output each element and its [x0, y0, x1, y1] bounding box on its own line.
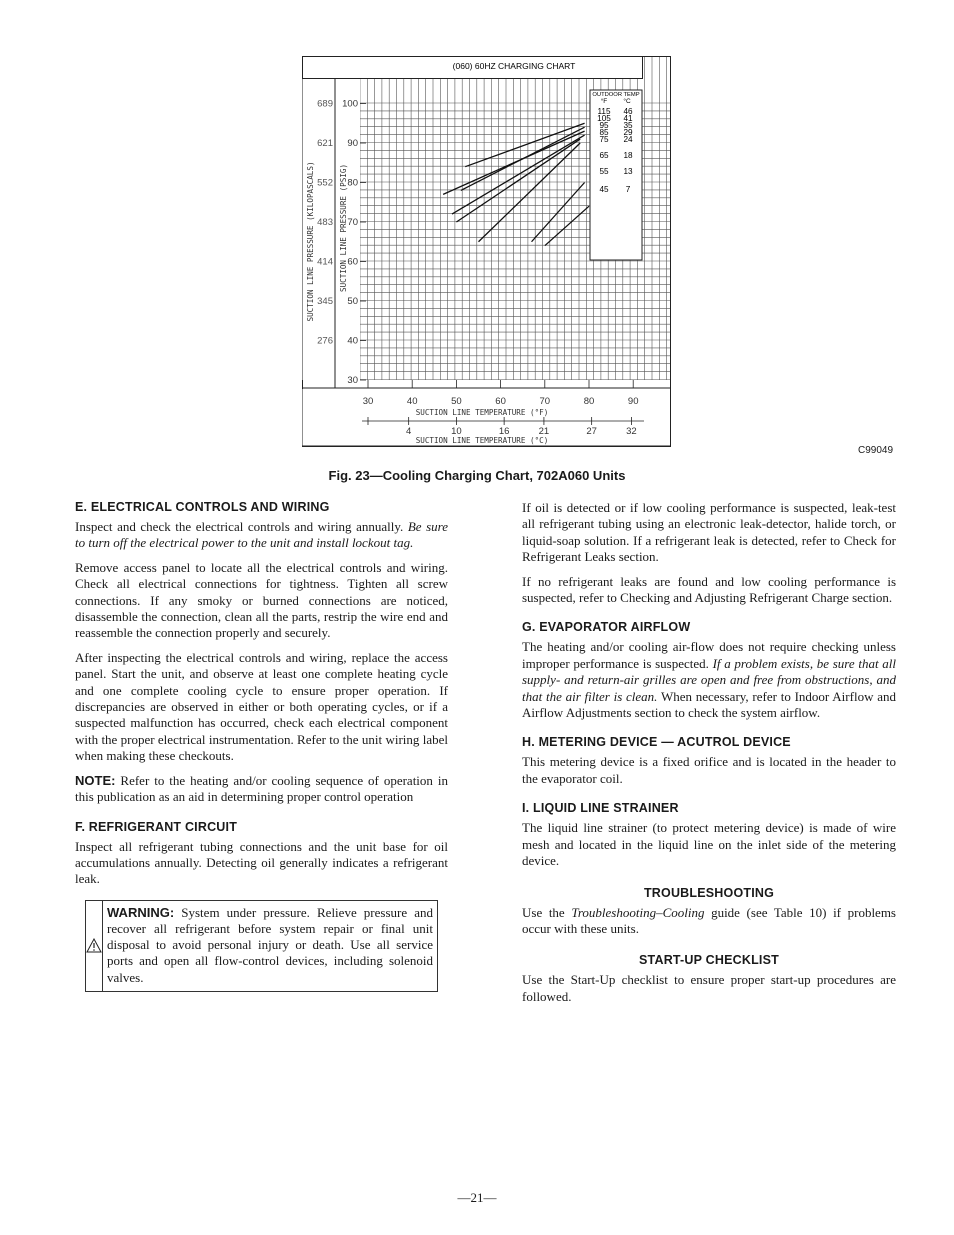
y-kpa-tick-label: 689	[317, 98, 333, 110]
legend-entry-f: 45	[599, 185, 609, 194]
troubleshooting-paragraph	[522, 905, 896, 938]
y-tick-label: 100	[342, 98, 358, 110]
y-kpa-tick-label: 276	[317, 335, 333, 347]
x-tick-label: 40	[406, 396, 418, 407]
legend-entry-c: 13	[623, 167, 633, 176]
section-f-paragraph-1: Inspect all refrigerant tubing connections and the unit base for oil accumulations annually. Detecting oil generally indicates a refrigerant leak.	[75, 838, 448, 887]
series-line-45f	[545, 206, 589, 246]
section-f-heading: F. REFRIGERANT CIRCUIT	[75, 819, 238, 834]
legend-entry-c: 46	[623, 107, 633, 116]
y-tick-label: 40	[347, 335, 358, 347]
legend-entry-c: 7	[625, 185, 631, 194]
legend-entry-f: 95	[599, 121, 609, 130]
y-tick-label: 50	[347, 296, 358, 307]
series-line-115f	[465, 123, 584, 166]
note-paragraph	[75, 773, 448, 806]
warning-label: WARNING:	[107, 904, 175, 920]
charging-chart	[302, 56, 672, 448]
text-span: Use the	[522, 904, 572, 920]
y-kpa-tick-label: 414	[317, 256, 333, 268]
warning-triangle-icon	[86, 901, 103, 991]
lockout-warning-italic: Be sure to turn off the electrical power to the unit and install lockout tag.	[75, 519, 448, 551]
y-tick-label: 90	[347, 138, 358, 149]
y-kpa-tick-label: 483	[317, 217, 333, 228]
chart-series	[443, 123, 589, 245]
legend-header-c: °C	[623, 98, 631, 105]
y-axis-label-kpa: SUCTION LINE PRESSURE (KILOPASCALS)	[306, 161, 315, 322]
section-e-paragraph-3: After inspecting the electrical controls and wiring, replace the access panel. Start the unit, and observe at least one complete heating cycle and one complete cooling cycle to ensure proper operation. If discrepancies are observed in either or both operating cycles, or if a suspected malfunction has occurred, check each electrical component with the proper electrical instrumentation. Refer to the unit wiring label when making these checkouts.	[75, 649, 448, 764]
section-g-heading: G. EVAPORATOR AIRFLOW	[522, 620, 691, 635]
figure-caption: Fig. 23—Cooling Charging Chart, 702A060 Units	[328, 468, 626, 483]
legend-entry-c: 24	[623, 135, 633, 144]
x-celsius-tick-label: 4	[406, 426, 412, 437]
note-label: NOTE:	[75, 772, 116, 788]
legend-header: OUTDOOR TEMP	[592, 92, 640, 98]
warning-text	[103, 901, 437, 991]
section-g-paragraph-1	[522, 639, 896, 721]
legend-entry-c: 18	[623, 151, 633, 160]
startup-checklist-heading: START-UP CHECKLIST	[639, 953, 779, 968]
y-kpa-tick-label: 621	[317, 138, 333, 149]
chart-title: (060) 60HZ CHARGING CHART	[452, 61, 576, 71]
x-tick-label: 30	[362, 396, 374, 407]
warning-box	[85, 900, 438, 992]
startup-checklist-paragraph: Use the Start-Up checklist to ensure proper start-up procedures are followed.	[522, 972, 896, 1004]
section-i-heading: I. LIQUID LINE STRAINER	[522, 801, 679, 816]
y-kpa-tick-label: 552	[317, 177, 333, 189]
legend-entry-c: 29	[623, 128, 633, 137]
x-tick-label: 80	[583, 396, 595, 407]
y-tick-label: 80	[347, 177, 358, 189]
chart-legend	[590, 90, 642, 260]
legend-entry-f: 65	[599, 151, 609, 160]
page-number: —21—	[457, 1190, 497, 1205]
legend-entry-c: 41	[623, 114, 633, 123]
section-e-paragraph-2: Remove access panel to locate all the electrical controls and wiring. Check all electrical connections for tightness. Tighten all screw connections. If any smoky or burned connections are noticed, disassemble the connection, clean all the parts, restrip the wire end and reassemble the connection properly and securely.	[75, 559, 448, 641]
legend-entry-f: 85	[599, 128, 609, 137]
x-tick-label: 50	[451, 396, 462, 407]
x-tick-label: 90	[627, 396, 639, 407]
x-axis-label-f: SUCTION LINE TEMPERATURE (°F)	[415, 408, 549, 417]
legend-entry-f: 105	[597, 114, 611, 123]
section-e-heading: E. ELECTRICAL CONTROLS AND WIRING	[75, 500, 330, 514]
legend-entry-f: 55	[599, 167, 609, 176]
legend-entry-f: 115	[597, 107, 611, 116]
y-tick-label: 60	[347, 256, 358, 268]
x-axis-label-c: SUCTION LINE TEMPERATURE (°C)	[415, 436, 549, 445]
x-celsius-tick-label: 27	[586, 426, 597, 437]
text-span: Inspect and check the electrical controls and wiring annually.	[75, 519, 408, 534]
note-text: Refer to the heating and/or cooling sequence of operation in this publication as an aid in determining proper control operation	[75, 772, 448, 805]
x-celsius-tick-label: 10	[451, 426, 462, 437]
troubleshooting-heading: TROUBLESHOOTING	[643, 885, 775, 900]
section-h-paragraph-1: This metering device is a fixed orifice and is located in the header to the evaporator coil.	[522, 754, 896, 786]
left-column	[75, 500, 448, 992]
x-celsius-tick-label: 16	[498, 426, 510, 437]
y-tick-label: 30	[347, 375, 358, 386]
x-tick-label: 60	[495, 396, 506, 407]
y-axis-label-psig: SUCTION LINE PRESSURE (PSIG)	[339, 163, 348, 293]
legend-entry-c: 35	[623, 121, 633, 130]
warning-body: System under pressure. Relieve pressure and recover all refrigerant before system repair or final unit disposal to avoid personal injury or death. Use all service ports and open all flow-control devices, including solenoid valves.	[107, 904, 433, 985]
section-f-paragraph-3: If no refrigerant leaks are found and low cooling performance is suspected, refer to Checking and Adjusting Refrigerant Charge section.	[522, 573, 896, 606]
section-e-paragraph-1	[75, 519, 448, 552]
chart-code: C99049	[858, 445, 894, 456]
y-kpa-tick-label: 345	[317, 296, 333, 307]
x-celsius-tick-label: 21	[538, 426, 550, 437]
series-line-55f	[532, 183, 585, 242]
x-tick-label: 70	[539, 396, 551, 407]
text-span: guide (see Table 10) if problems occur with these units.	[522, 904, 896, 936]
y-tick-label: 70	[347, 217, 358, 228]
section-h-heading: H. METERING DEVICE — ACUTROL DEVICE	[522, 735, 791, 750]
section-i-paragraph-1: The liquid line strainer (to protect metering device) is made of wire mesh and located in the liquid line on the inlet side of the metering device.	[522, 820, 896, 869]
legend-entry-f: 75	[599, 135, 609, 144]
legend-header-f: °F	[600, 98, 608, 105]
section-f-paragraph-2: If oil is detected or if low cooling performance is suspected, leak-test all refrigerant tubing using an electronic leak-detector, halide torch, or liquid-soap solution. If a refrigerant leak is detected, refer to Check for Refrigerant Leaks section.	[522, 500, 896, 565]
series-line-95f	[443, 131, 584, 194]
grille-note-italic: If a problem exists, be sure that all supply- and return-air grilles are open and free from obstructions, and that the air filter is clean.	[522, 655, 896, 704]
text-span: The heating and/or cooling air-flow does not require checking unless improper performance is suspected.	[522, 639, 896, 671]
troubleshooting-guide-title: Troubleshooting–Cooling	[571, 904, 705, 920]
x-celsius-tick-label: 32	[626, 426, 637, 437]
text-span: When necessary, refer to Indoor Airflow and Airflow Adjustments section to check the system airflow.	[522, 688, 896, 721]
right-column	[522, 500, 896, 1013]
